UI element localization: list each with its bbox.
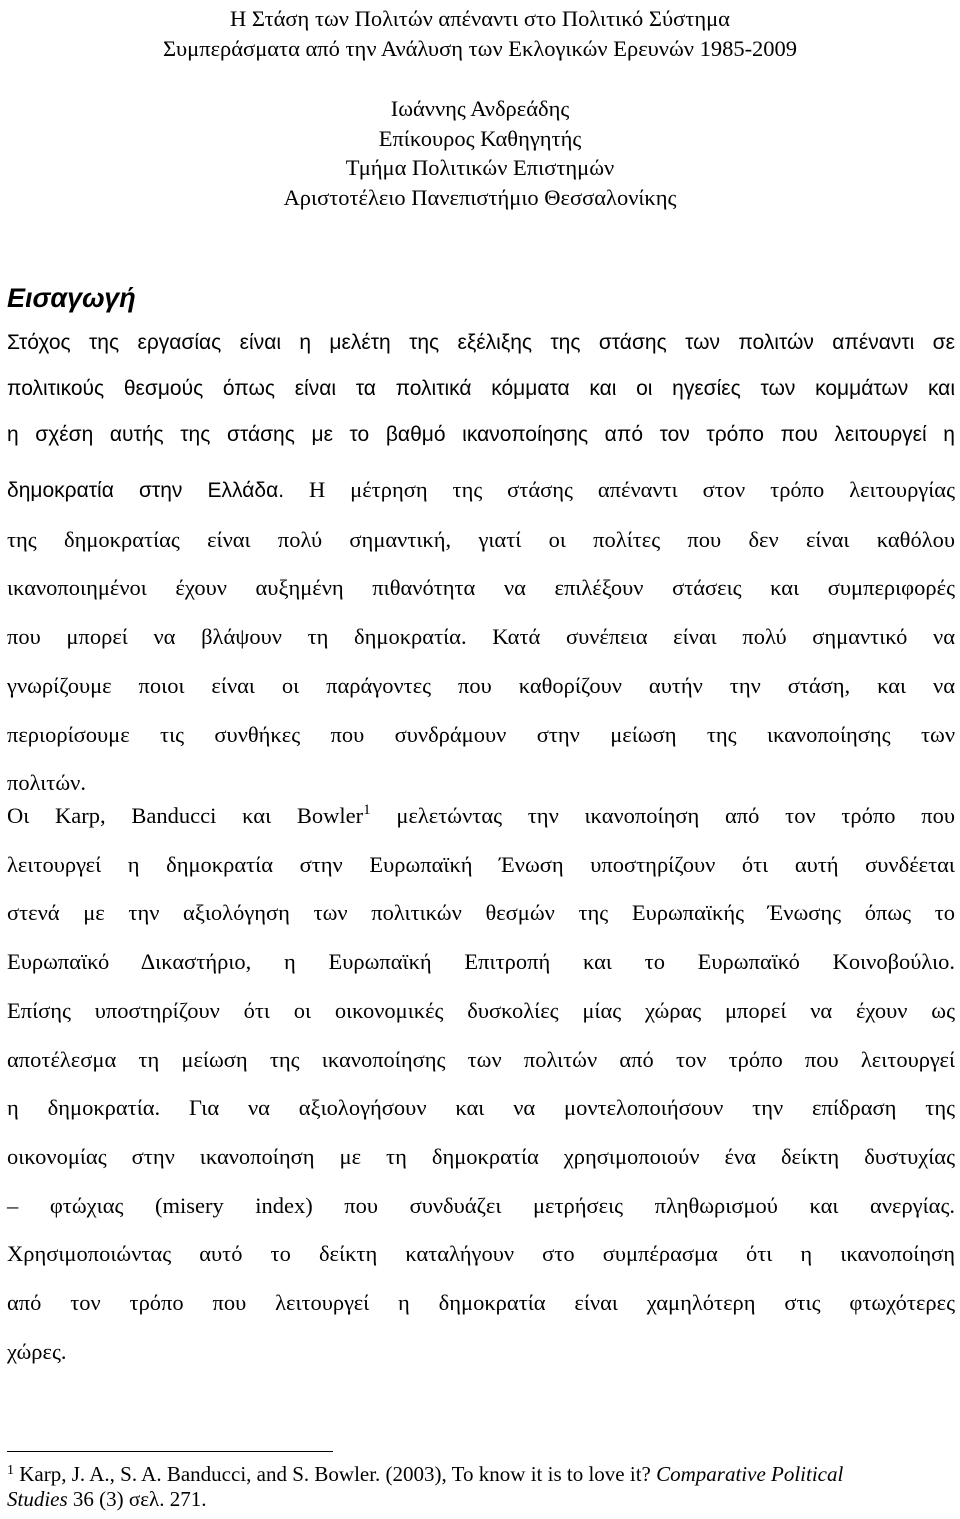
section-heading: Εισαγωγή xyxy=(7,283,136,313)
footnote-text-a: Karp, J. A., S. A. Banducci, and S. Bowler. (2003), To know it is to love it? xyxy=(14,1462,657,1486)
title-line-2: Συμπεράσματα από την Ανάλυση των Εκλογικών Ερευνών 1985-2009 xyxy=(162,36,798,61)
p1-last-line xyxy=(7,466,955,516)
p3-line: από τον τρόπο που λειτουργεί η δημοκρατία είναι χαμηλότερη στις φτωχότερες xyxy=(7,1290,955,1316)
p2-line: που μπορεί να βλάψουν τη δημοκρατία. Κατά συνέπεια είναι πολύ σημαντικό να xyxy=(7,624,955,650)
author-position: Επίκουρος Καθηγητής xyxy=(378,125,582,151)
footnote-journal-b: Studies xyxy=(7,1487,68,1511)
footnote-journal-a: Comparative Political xyxy=(656,1462,844,1486)
p2-line: γνωρίζουμε ποιοι είναι οι παράγοντες που καθορίζουν αυτήν την στάση, και να xyxy=(7,672,955,698)
p1-line: η σχέση αυτής της στάσης με το βαθμό ικανοποίησης από τον τρόπο που λειτουργεί η xyxy=(7,423,955,446)
paragraph-2 xyxy=(7,466,955,808)
p1-line: Στόχος της εργασίας είναι η μελέτη της εξέλιξης της στάσης των πολιτών απέναντι σε xyxy=(7,331,955,354)
p3-first-a: Οι Karp, Banducci και Bowler xyxy=(7,803,364,828)
p3-line: Χρησιμοποιώντας αυτό το δείκτη καταλήγουν στο συμπέρασμα ότι η ικανοποίηση xyxy=(7,1241,955,1267)
author-university: Αριστοτέλειο Πανεπιστήμιο Θεσσαλονίκης xyxy=(283,184,677,210)
p2-line: της δημοκρατίας είναι πολύ σημαντική, γιατί οι πολίτες που δεν είναι καθόλου xyxy=(7,526,955,552)
p2-last-line: πολιτών. xyxy=(7,770,86,796)
document-title xyxy=(0,4,960,64)
author-name: Ιωάννης Ανδρεάδης xyxy=(390,96,570,121)
p3-first-b: μελετώντας την ικανοποίηση από τον τρόπο που xyxy=(370,803,956,828)
p1-last-sans: δημοκρατία στην Ελλάδα. xyxy=(7,479,285,502)
paragraph-1 xyxy=(7,320,955,458)
p2-line: περιορίσουμε τις συνθήκες που συνδράμουν στην μείωση της ικανοποίησης των xyxy=(7,721,955,747)
footnote-text-b: 36 (3) σελ. 271. xyxy=(67,1487,207,1511)
p3-first-line xyxy=(7,792,955,841)
p3-line: – φτώχιας (misery index) που συνδυάζει μετρήσεις πληθωρισμού και ανεργίας. xyxy=(7,1192,955,1218)
p1-last-serif: Η μέτρηση της στάσης απέναντι στον τρόπο λειτουργίας xyxy=(284,477,955,502)
p3-line: αποτέλεσμα τη μείωση της ικανοποίησης των πολιτών από τον τρόπο που λειτουργεί xyxy=(7,1046,955,1072)
p3-line: Επίσης υποστηρίζουν ότι οι οικονομικές δυσκολίες μίας χώρας μπορεί να έχουν ως xyxy=(7,997,955,1023)
title-line-1: Η Στάση των Πολιτών απέναντι στο Πολιτικό Σύστημα xyxy=(230,6,730,31)
paragraph-3 xyxy=(7,792,955,1376)
author-department: Τμήμα Πολιτικών Επιστημών xyxy=(345,155,615,180)
p3-line: στενά με την αξιολόγηση των πολιτικών θεσμών της Ευρωπαϊκής Ένωσης όπως το xyxy=(7,900,955,926)
p3-line: Ευρωπαϊκό Δικαστήριο, η Ευρωπαϊκή Επιτροπή και το Ευρωπαϊκό Κοινοβούλιο. xyxy=(7,949,955,975)
footnote-reference[interactable]: 1 xyxy=(363,802,371,818)
p3-line: η δημοκρατία. Για να αξιολογήσουν και να μοντελοποιήσουν την επίδραση της xyxy=(7,1095,955,1121)
author-info xyxy=(0,94,960,212)
p3-last-line: χώρες. xyxy=(7,1338,67,1364)
p1-line: πολιτικούς θεσμούς όπως είναι τα πολιτικά κόμματα και οι ηγεσίες των κομμάτων και xyxy=(7,377,955,400)
footnote xyxy=(7,1462,957,1512)
footnote-number: 1 xyxy=(7,1463,14,1478)
footnote-separator xyxy=(7,1451,333,1452)
p3-line: λειτουργεί η δημοκρατία στην Ευρωπαϊκή Ένωση υποστηρίζουν ότι αυτή συνδέεται xyxy=(7,851,955,877)
p3-line: οικονομίας στην ικανοποίηση με τη δημοκρατία χρησιμοποιούν ένα δείκτη δυστυχίας xyxy=(7,1143,955,1169)
p2-line: ικανοποιημένοι έχουν αυξημένη πιθανότητα να επιλέξουν στάσεις και συμπεριφορές xyxy=(7,575,955,601)
